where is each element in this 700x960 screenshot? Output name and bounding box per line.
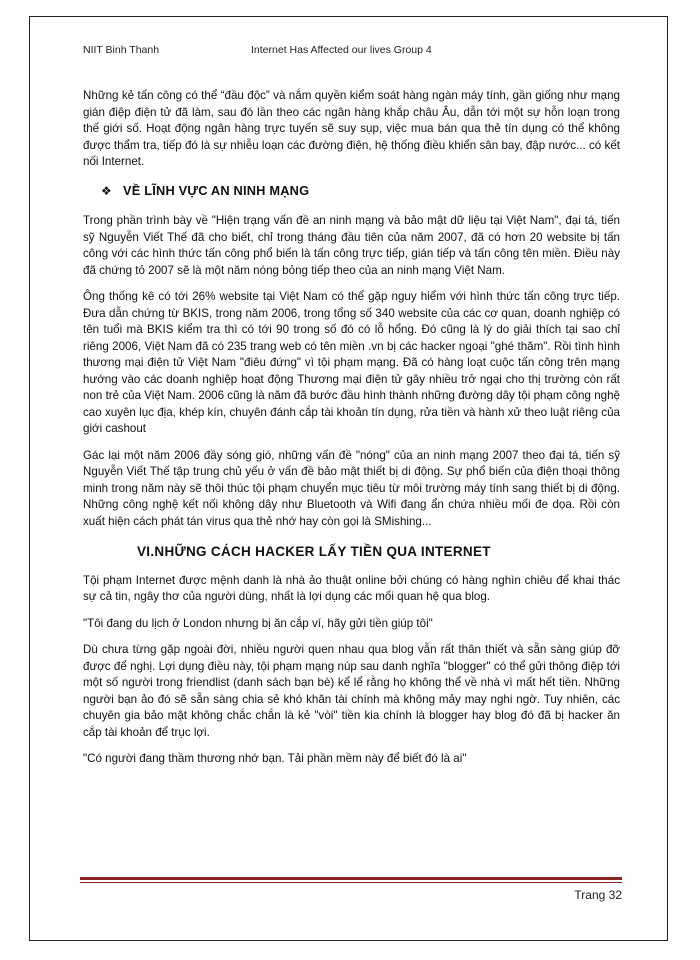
paragraph: Những kẻ tấn công có thể “đầu độc” và nắm quyền kiểm soát hàng ngàn máy tính, gần giống như mạng gián điệp điện tử đã làm, sau đó lần theo các ngân hàng khắp châu Âu, dẫn tới một sự hỗn loạn trong thế giới số. Hoạt động ngân hàng trực tuyến sẽ suy sụp, việc mua bán qua thẻ tín dụng có thể không được thẩm tra, tiếp đó là sự nhiễu loạn các đường điện, hệ thống điều khiển sân bay, đập nước... có kết nối Internet. (83, 89, 620, 168)
chapter-heading: VI.NHỮNG CÁCH HACKER LẤY TIỀN QUA INTERNET (137, 544, 491, 559)
section-title: VỀ LĨNH VỰC AN NINH MẠNG (123, 182, 310, 198)
footer-rule (80, 877, 622, 883)
page-number: Trang 32 (574, 888, 622, 902)
paragraph: Ông thống kê có tới 26% website tại Việt Nam có thể gặp nguy hiểm với hình thức tấn công trực tiếp. Đưa dẫn chứng từ BKIS, trong năm 2006, trong tổng số 340 website của các cơ quan, doanh nghiệp có tên tuổi mà BKIS kiểm tra thì có tới 90 trong số đó có lỗ hổng. Đó cũng là lý do giải thích tại sao chỉ riêng 2006, Việt Nam đã có 235 trang web có tên miền .vn bị các hacker ngoại "ghé thăm". Rồi tình hình thương mại điện tử Việt Nam "điêu đứng" vì tội phạm mạng. Đã có hàng loạt cuộc tấn công trên mạng hướng vào các doanh nghiệp hoạt động Thương mại điện tử gây nhiều trở ngại cho thị trường còn rất non trẻ của Việt Nam. 2006 cũng là năm đã bước đầu hình thành những đường dây tội phạm công nghệ cao xuyên lục địa, khép kín, chuyên đánh cắp tài khoản tín dụng, rửa tiền và hành xử theo luật riêng của giới cashout (83, 290, 620, 435)
header-title: Internet Has Affected our lives Group 4 (251, 44, 432, 56)
paragraph: Dù chưa từng gặp ngoài đời, nhiều người quen nhau qua blog vẫn rất thân thiết và sẵn sàng giúp đỡ được để nghị. Lợi dụng điều này, tội phạm mạng núp sau danh nghĩa "blogger" có thể gửi thông điệp tới một số người trong friendlist (danh sách bạn bè) kể lể rằng họ không thể về nhà vì mất hết tiền. Những người bạn ảo đó sẽ sẵn sàng chia sẻ khó khăn tài chính mà không mảy may nghi ngờ. Tuy nhiên, các chuyên gia bảo mật không chắc chắn là kẻ "vòi" tiền kia chính là blogger hay blog đó đã bị hacker ăn cắp tài khoản để trục lợi. (83, 643, 620, 739)
paragraph: Gác lại một năm 2006 đầy sóng gió, những vấn đề "nóng" của an ninh mạng 2007 theo đại tá, tiến sỹ Nguyễn Viết Thế tập trung chủ yếu ở vấn đề bảo mật thiết bị di động. Sự phổ biến của điện thoại thông minh trong năm này sẽ thôi thúc tội phạm chuyển mục tiêu từ môi trường máy tính sang thiết bị di động. Những công nghệ kết nối không dây như Bluetooth và Wifi đang ẩn chứa nhiều mối đe dọa. Rồi còn xuất hiện cách phát tán virus qua thẻ nhớ hay còn gọi là SMishing... (83, 448, 620, 528)
quote-paragraph: "Tôi đang du lịch ở London nhưng bị ăn cắp ví, hãy gửi tiền giúp tôi" (83, 616, 433, 630)
footer-rule-thin (80, 882, 622, 883)
section-heading (101, 183, 620, 200)
document-body (83, 88, 620, 778)
footer-rule-thick (80, 877, 622, 880)
paragraph: Tội phạm Internet được mệnh danh là nhà ảo thuật online bởi chúng có hàng nghìn chiêu để khai thác sự cả tin, ngây thơ của người dùng, nhất là lợi dụng các mối quan hệ qua blog. (83, 573, 620, 603)
page-header (83, 44, 623, 60)
diamond-bullet-icon: ❖ (101, 183, 112, 198)
paragraph: Trong phần trình bày về "Hiện trạng vấn đề an ninh mạng và bảo mật dữ liệu tại Việt Nam", đại tá, tiến sỹ Nguyễn Viết Thế đã cho biết, chỉ trong tháng đầu tiên của năm 2007, đã có hơn 20 website bị tấn công với các hình thức tấn công phổ biến là tấn công trực tiếp, gián tiếp và tấn công tên miền. Điều này đã chứng tỏ 2007 sẽ là một năm nóng bỏng tiếp theo của an ninh mạng Việt Nam. (83, 214, 620, 277)
quote-paragraph: "Có người đang thầm thương nhớ bạn. Tải phần mềm này để biết đó là ai" (83, 752, 467, 765)
header-left: NIIT Binh Thanh (83, 44, 160, 56)
